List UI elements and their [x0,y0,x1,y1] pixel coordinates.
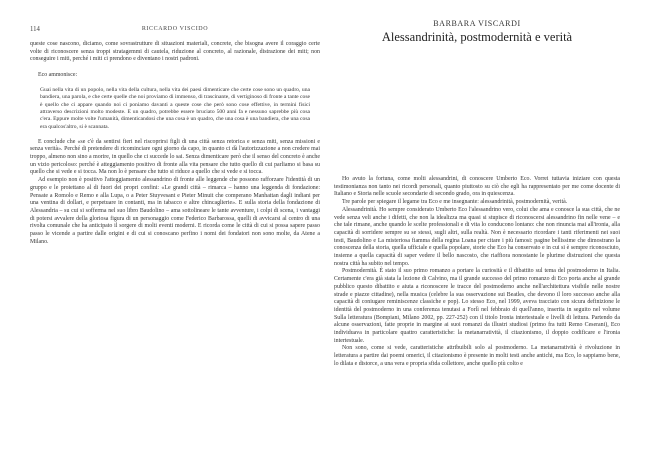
left-page [30,0,320,458]
paragraph: Eco ammonisce: [38,71,78,78]
page-number: 114 [30,26,40,33]
running-title: RICCARDO VISCIDO [141,26,209,32]
chapter-author: BARBARA VISCARDI [433,19,521,28]
paragraph: Tre parole per spiegare il legame tra Eco e me insegnante: alessandrinità, postmodernità, verità. [342,199,568,206]
right-page [334,0,620,458]
paragraph: Ho avuto la fortuna, come molti alessandrini, di conoscere Umberto Eco. Vorrei tuttavia iniziare con questa testimonianza non tanto nei ricordi personali, quanto piuttosto su ciò che egli ha rappresentato per me come docente di Italiano e Storia nelle scuole secondarie di secondo grado, ora in quiescenza. [334,176,620,198]
paragraph: Postmodernità. È stato il suo primo romanzo a portare la curiosità e il dibattito sul tema del postmoderno in Italia. Certamente c'era già stata la lezione di Calvino, ma il grande successo del primo romanzo di Eco porta anche al grande pubblico questo dibattito e aiuta a riconoscere le tracce del postmoderno anche nell'architettura visibile nelle nostre strade e piazze cittadine), nella musica (celebre la sua osservazione sui Beatles, che devono il loro successo anche alla capacità di coniugare reminiscenze classiche e pop). Lo stesso Eco, nel 1999, aveva tracciato con sicura definizione le identità del postmoderno in una conferenza tenutasi a Forlì nel febbraio di quell'anno, inserita in seguito nel volume Sulla letteratura (Bompiani, Milano 2002, pp. 227-252) con il titolo Ironia intertestuale e livelli di lettura. Partendo da alcune osservazioni, fatte proprie in margine ai suoi romanzi da illustri studiosi (primo fra tutti Remo Ceserani), Eco individuava in particolare quattro caratteristiche: la metanarratività, il citazionismo, il doppio codificare e l'ironia intertestuale. [334,268,620,344]
paragraph: queste cose nascono, diciamo, come sovrastrutture di situazioni materiali, concrete, che bisogna avere il coraggio certe volte di riconoscere senza troppi stratagemmi di cautela, riduzione al concreto, al razionale, distrazione dei miti; non conseguire i miti, perché i miti ci prendono e diventano i nostri padroni. [30,41,320,63]
paragraph: E conclude che «se c'è da sentirsi fieri nel riscoprirsi figli di una città senza retorica e senza miti, senza missioni e senza verità». Perché di pretendere di ricominciare ogni giorno da capo, in quanto ci dà l'autorizzazione a non credere mai troppo, almeno non sino a morire, in quello che ci succede lo sai. Senza dimenticare però che il senso del concreto è anche un vizio pericoloso: perché è atteggiamento positivo di fronte alla vita pensare che tutto quello di cui parliamo si basa su quello che si vede e si tocca. Ma non lo è pensare che tutto si riduce a quello che si vede e si tocca. [30,138,320,176]
paragraph: Alessandrinità. Ho sempre considerato Umberto Eco l'alessandrino vero, colui che ama e conosce la sua città, che ne vede senza veli anche i difetti, che non la idealizza ma quasi si stupisce di riconoscersi alessandrino fin nelle vene – e che tale rimane, anche quando le scelte professionali e di vita lo conducono lontano: che non rinuncia mai all'ironia, alla capacità di sorridere sempre su se stessi, sugli altri, sulla realtà. Non è necessario ricordare i tanti riferimenti nei suoi testi, Baudolino e La misteriosa fiamma della regina Loana per citare i più famosi: pagine bellissime che dimostrano la conoscenza della storia, quella ufficiale e quella popolare, storie che Eco ha conservato e in cui si è sempre riconosciuto, insieme a quella capacità di saper vedere il bello nascosto, che riaffiora nonostante le plurime distruzioni che questa nostra città ha subito nel tempo. [334,206,620,267]
left-body-text [30,41,320,247]
right-body-text [334,176,620,369]
paragraph: Non sono, come si vede, caratteristiche attribuibili solo al postmoderno. La metanarratività è rivoluzione in letteratura a partire dai poemi omerici, il citazionismo è presente in molti testi anche antichi, ma Eco, lo sappiamo bene, lo dilata e distorce, a una vera e propria sfida collettore, anche quello più colto e [334,345,620,367]
paragraph: Ad esempio non è positivo l'atteggiamento alessandrino di fronte alle leggende che possono rafforzare l'identità di un gruppo e le proiettano al di fuori dei propri confini: «Le grandi città – rimarca – hanno una leggenda di fondazione: Pensate a Romolo e Remo e alla Lupa, o a Peter Stuyvesant e Pieter Minuit che comperano Manhattan dagli indiani per una ventina di dollari, e perpetuare in contanti, ma in tabacco e altre chincaglierie». E sulla storia della fondazione di Alessandria – su cui si sofferma nel suo libro Baudolino – ama sottolineare le tante avventure, i colpi di scena, i vantaggi di potersi avvalere della gloriosa figura di un personaggio come Federico Barbarossa, quelli di avvicarsi al centro di una rivolta comunale che ha anticipato il sorgere di molti eventi moderni. E ricorda come le città di cui si possa sapere passo passo le vicende a partire dalle origini e di cui si conoscano perfino i nomi dei fondatori non sono molte, da Atene a Milano. [30,177,320,245]
block-quote: Guai nella vita di un popolo, nella vita della cultura, nella vita dei paesi dimenticare che certe cose sono un quadro, una bandiera, una parola, e che certe quelle che noi proviamo di immenso, di trascinante, di vertiginoso di fronte a tante cose è quello che ci appare quando noi ci poniamo davanti a queste cose che però sono cose effettive, in termini fisici attraverso descrizioni molto modeste. E un quadro, potrebbe essere bruciato 500 anni fa e nessuno saprebbe più cosa c'era. Eppure molte volte l'umanità, dimenticandosi che una cosa è un quadro, che una cosa è una bandiera, che una cosa era qualcos'altro, si è scannata. [40,87,310,130]
chapter-title: Alessandrinità, postmodernità e verità [381,30,573,44]
